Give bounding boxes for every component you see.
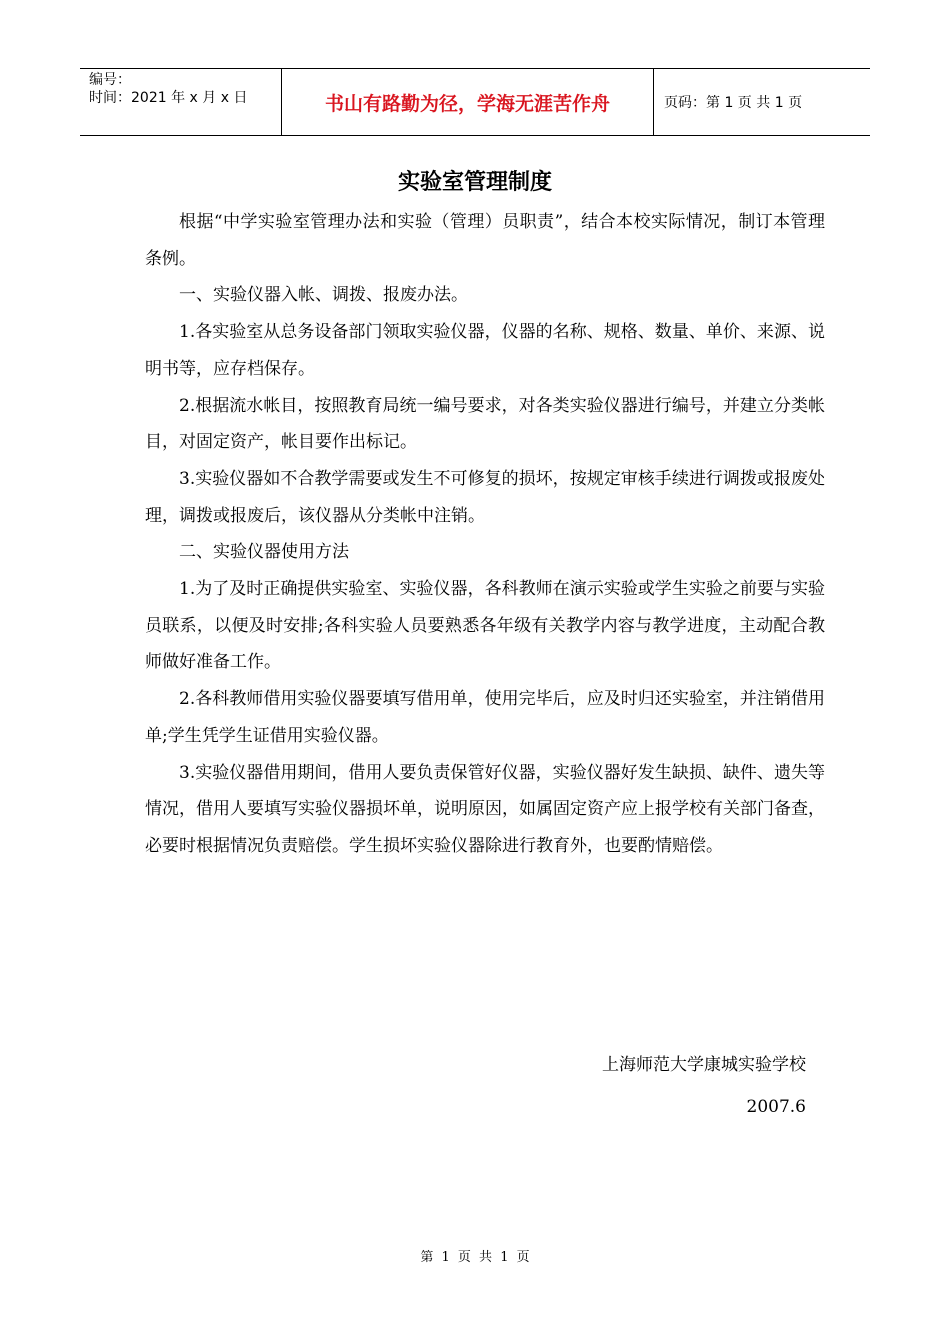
header-meta xyxy=(80,69,282,135)
paragraph-2-3: 3.实验仪器借用期间，借用人要负责保管好仪器，实验仪器好发生缺损、缺件、遗失等情况，借用人要填写实验仪器损坏单，说明原因，如属固定资产应上报学校有关部门备查，必要时根据情况负责赔偿。学生损坏实验仪器除进行教育外，也要酌情赔偿。 xyxy=(145,762,825,856)
section-heading-2: 二、实验仪器使用方法 xyxy=(179,542,349,563)
signature-organization: 上海师范大学康城实验学校 xyxy=(602,1055,806,1075)
signature-date: 2007.6 xyxy=(746,1097,806,1117)
document-title: 实验室管理制度 xyxy=(397,170,552,195)
document-time-label: 时间：2021 年 x 月 x 日 xyxy=(89,90,248,106)
document-body xyxy=(145,204,825,865)
document-number-label: 编号： xyxy=(89,72,131,88)
paragraph-intro: 根据“中学实验室管理办法和实验（管理）员职责”，结合本校实际情况，制订本管理条例。 xyxy=(145,212,825,269)
paragraph-1-3: 3.实验仪器如不合教学需要或发生不可修复的损坏，按规定审核手续进行调拨或报废处理，调拨或报废后，该仪器从分类帐中注销。 xyxy=(145,468,825,526)
paragraph-1-2: 2.根据流水帐目，按照教育局统一编号要求，对各类实验仪器进行编号，并建立分类帐目，对固定资产，帐目要作出标记。 xyxy=(145,395,825,453)
section-heading-1: 一、实验仪器入帐、调拨、报废办法。 xyxy=(179,285,468,306)
paragraph-2-1: 1.为了及时正确提供实验室、实验仪器，各科教师在演示实验或学生实验之前要与实验员联系，以便及时安排;各科实验人员要熟悉各年级有关教学内容与教学进度，主动配合教师做好准备工作。 xyxy=(145,579,825,673)
page-footer: 第 1 页 共 1 页 xyxy=(420,1250,530,1265)
paragraph-2-2: 2.各科教师借用实验仪器要填写借用单，使用完毕后，应及时归还实验室，并注销借用单;学生凭学生证借用实验仪器。 xyxy=(145,689,825,746)
header-page-info: 页码：第 1 页 共 1 页 xyxy=(664,95,803,111)
header-motto: 书山有路勤为径，学海无涯苦作舟 xyxy=(282,69,654,135)
document-header xyxy=(80,68,870,136)
signature-block xyxy=(602,1044,806,1128)
paragraph-1-1: 1.各实验室从总务设备部门领取实验仪器，仪器的名称、规格、数量、单价、来源、说明书等，应存档保存。 xyxy=(145,322,825,379)
